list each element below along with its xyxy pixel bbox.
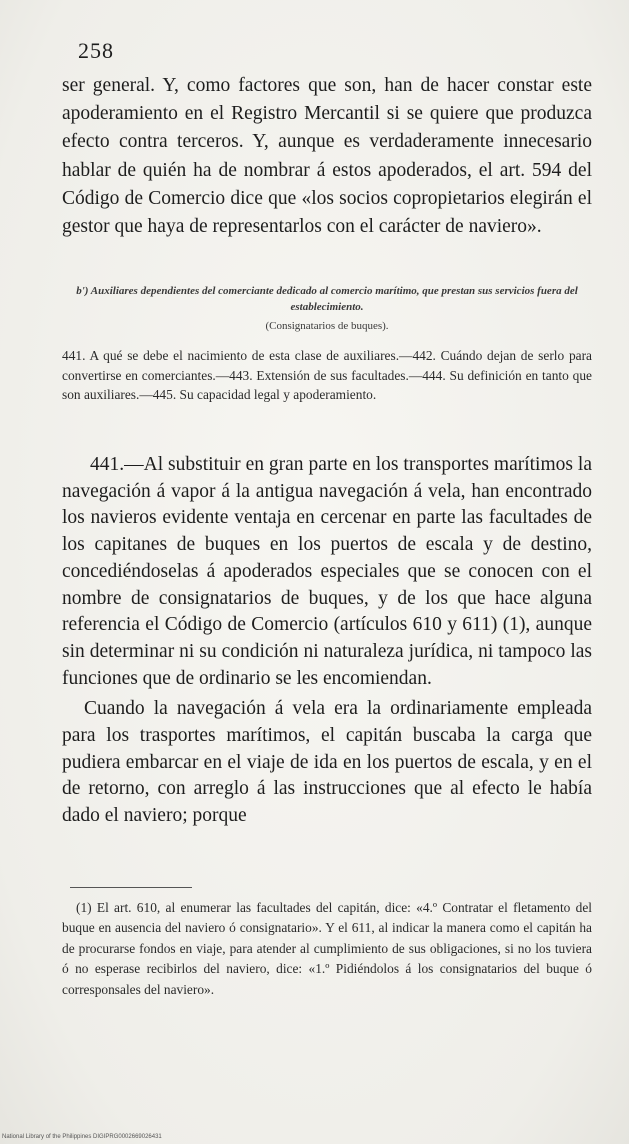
paragraph-navegacion-vela: Cuando la navegación á vela era la ordinariamente empleada para los trasportes marítimos, el capitán buscaba la carga que pudiera embarcar en el viaje de ida en los puertos de escala, y en el de retorno, con arreglo á las instrucciones que al efecto le había dado el naviero; porque [62, 698, 592, 827]
library-credit: National Library of the Philippines DIGIPRG0002669026431 [2, 1134, 162, 1140]
footnote [62, 898, 592, 1000]
section-subtitle: (Consignatarios de buques). [265, 320, 389, 332]
intro-paragraph-text: ser general. Y, como factores que son, han de hacer constar este apoderamiento en el Registro Mercantil si se quiere que produzca efecto contra terceros. Y, aunque es verdaderamente innecesario hablar de quién ha de nombrar á estos apoderados, el art. 594 del Código de Comercio dice que «los socios copropietarios elegirán el gestor que haya de representarlos con el carácter de naviero». [62, 75, 592, 238]
page-number: 258 [78, 38, 114, 63]
intro-paragraph [62, 72, 592, 241]
paragraph-441: 441.—Al substituir en gran parte en los transportes marítimos la navegación á vapor á la antigua navegación á vela, han encontrado los navieros evidente ventaja en cercenar en parte las facultades de los capitanes de buques en los puertos de escala y de destino, concediéndoselas á apoderados especiales que se conocen con el nombre de consignatarios de buques, y de los que hace alguna referencia el Código de Comercio (artículos 610 y 611) (1), aunque sin determinar ni su condición ni naturaleza jurídica, ni tampoco las funciones que de ordinario se les encomiendan. [62, 454, 592, 689]
summary-text: 441. A qué se debe el nacimiento de esta clase de auxiliares.—442. Cuándo dejan de serlo para convertirse en comerciantes.—443. Extensión de sus facultades.—444. Su definición en tanto que son auxiliares.—445. Su capacidad legal y apoderamiento. [62, 348, 592, 403]
section-summary [62, 346, 592, 405]
main-body [62, 452, 592, 830]
footnote-text: (1) El art. 610, al enumerar las facultades del capitán, dice: «4.º Contratar el fletamento del buque en ausencia del naviero ó consignatario». Y el 611, al indicar la manera como el capitán ha de procurarse fondos en viaje, para atender al cumplimiento de sus obligaciones, si no los tuviera ó no esperase recibirlos del naviero, dice: «1.º Pidiéndolos á los consignatarios del buque ó corresponsales del naviero». [62, 900, 592, 997]
footnote-divider [70, 887, 192, 888]
section-subheading: b') Auxiliares dependientes del comerciante dedicado al comercio marítimo, que prestan sus servicios fuera del establecimiento. [76, 285, 578, 313]
